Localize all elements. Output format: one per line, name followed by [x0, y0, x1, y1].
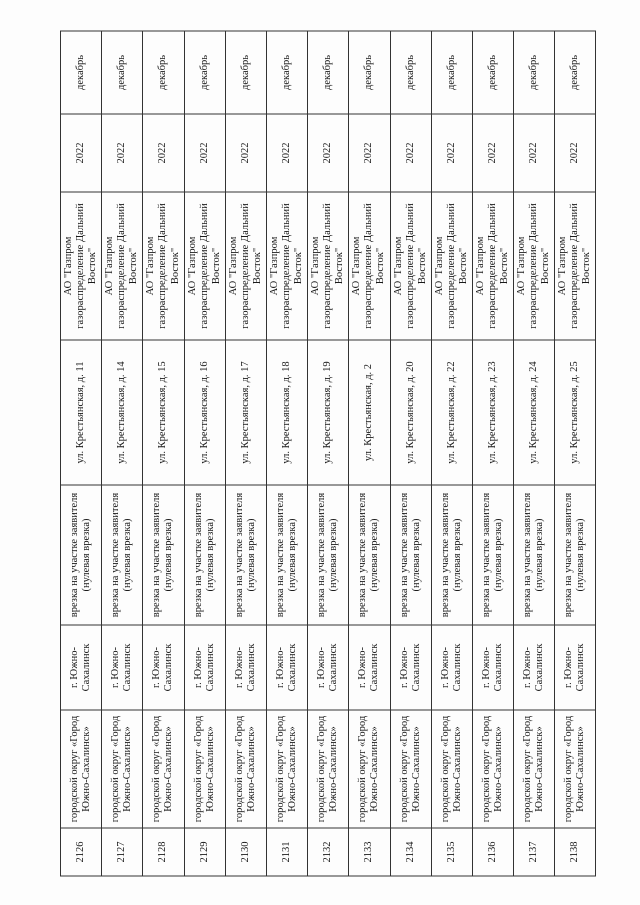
connection-type-cell: врезка на участке заявителя (нулевая врезка) — [390, 485, 431, 625]
month-cell: декабрь — [472, 31, 513, 114]
year-cell: 2022 — [184, 114, 225, 192]
table-body — [61, 31, 596, 876]
year-cell: 2022 — [555, 114, 596, 192]
municipality-cell: городской округ «Город Южно-Сахалинск» — [102, 710, 143, 828]
connection-type-cell: врезка на участке заявителя (нулевая врезка) — [431, 485, 472, 625]
table-row — [266, 31, 307, 876]
row-number: 2133 — [349, 828, 390, 876]
month-cell: декабрь — [61, 31, 102, 114]
municipality-cell: городской округ «Город Южно-Сахалинск» — [555, 710, 596, 828]
municipality-cell: городской округ «Город Южно-Сахалинск» — [225, 710, 266, 828]
year-cell: 2022 — [431, 114, 472, 192]
table-row — [61, 31, 102, 876]
year-cell: 2022 — [102, 114, 143, 192]
address-cell: ул. Крестьянская, д. 11 — [61, 340, 102, 485]
address-cell: ул. Крестьянская, д. 18 — [266, 340, 307, 485]
year-cell: 2022 — [349, 114, 390, 192]
year-cell: 2022 — [308, 114, 349, 192]
connection-type-cell: врезка на участке заявителя (нулевая врезка) — [225, 485, 266, 625]
table-row — [514, 31, 555, 876]
month-cell: декабрь — [266, 31, 307, 114]
month-cell: декабрь — [514, 31, 555, 114]
table-row — [472, 31, 513, 876]
municipality-cell: городской округ «Город Южно-Сахалинск» — [431, 710, 472, 828]
month-cell: декабрь — [555, 31, 596, 114]
row-number: 2129 — [184, 828, 225, 876]
city-cell: г. Южно-Сахалинск — [61, 625, 102, 710]
municipality-cell: городской округ «Город Южно-Сахалинск» — [61, 710, 102, 828]
connection-type-cell: врезка на участке заявителя (нулевая врезка) — [514, 485, 555, 625]
month-cell: декабрь — [349, 31, 390, 114]
municipality-cell: городской округ «Город Южно-Сахалинск» — [143, 710, 184, 828]
connection-type-cell: врезка на участке заявителя (нулевая врезка) — [184, 485, 225, 625]
month-cell: декабрь — [431, 31, 472, 114]
address-cell: ул. Крестьянская, д. 15 — [143, 340, 184, 485]
city-cell: г. Южно-Сахалинск — [390, 625, 431, 710]
address-cell: ул. Крестьянская, д. 23 — [472, 340, 513, 485]
table-row — [390, 31, 431, 876]
year-cell: 2022 — [472, 114, 513, 192]
row-number: 2134 — [390, 828, 431, 876]
city-cell: г. Южно-Сахалинск — [514, 625, 555, 710]
municipality-cell: городской округ «Город Южно-Сахалинск» — [472, 710, 513, 828]
connection-type-cell: врезка на участке заявителя (нулевая врезка) — [308, 485, 349, 625]
municipality-cell: городской округ «Город Южно-Сахалинск» — [266, 710, 307, 828]
table-row — [102, 31, 143, 876]
table-row — [143, 31, 184, 876]
city-cell: г. Южно-Сахалинск — [102, 625, 143, 710]
row-number: 2128 — [143, 828, 184, 876]
address-cell: ул. Крестьянская, д. 25 — [555, 340, 596, 485]
year-cell: 2022 — [266, 114, 307, 192]
table-row — [308, 31, 349, 876]
row-number: 2126 — [61, 828, 102, 876]
city-cell: г. Южно-Сахалинск — [225, 625, 266, 710]
connection-type-cell: врезка на участке заявителя (нулевая врезка) — [472, 485, 513, 625]
city-cell: г. Южно-Сахалинск — [308, 625, 349, 710]
row-number: 2127 — [102, 828, 143, 876]
month-cell: декабрь — [184, 31, 225, 114]
gasification-table — [60, 31, 596, 877]
year-cell: 2022 — [61, 114, 102, 192]
row-number: 2130 — [225, 828, 266, 876]
row-number: 2136 — [472, 828, 513, 876]
connection-type-cell: врезка на участке заявителя (нулевая врезка) — [266, 485, 307, 625]
organization-cell: АО "Газпром газораспределение Дальний Восток" — [143, 192, 184, 340]
organization-cell: АО "Газпром газораспределение Дальний Восток" — [514, 192, 555, 340]
organization-cell: АО "Газпром газораспределение Дальний Восток" — [472, 192, 513, 340]
municipality-cell: городской округ «Город Южно-Сахалинск» — [390, 710, 431, 828]
address-cell: ул. Крестьянская, д. 17 — [225, 340, 266, 485]
month-cell: декабрь — [102, 31, 143, 114]
municipality-cell: городской округ «Город Южно-Сахалинск» — [349, 710, 390, 828]
table-row — [431, 31, 472, 876]
row-number: 2132 — [308, 828, 349, 876]
row-number: 2137 — [514, 828, 555, 876]
city-cell: г. Южно-Сахалинск — [349, 625, 390, 710]
organization-cell: АО "Газпром газораспределение Дальний Восток" — [102, 192, 143, 340]
table-row — [555, 31, 596, 876]
address-cell: ул. Крестьянская, д. 19 — [308, 340, 349, 485]
month-cell: декабрь — [308, 31, 349, 114]
connection-type-cell: врезка на участке заявителя (нулевая врезка) — [61, 485, 102, 625]
connection-type-cell: врезка на участке заявителя (нулевая врезка) — [555, 485, 596, 625]
month-cell: декабрь — [143, 31, 184, 114]
month-cell: декабрь — [390, 31, 431, 114]
connection-type-cell: врезка на участке заявителя (нулевая врезка) — [349, 485, 390, 625]
rotated-table-wrapper — [60, 32, 593, 877]
city-cell: г. Южно-Сахалинск — [472, 625, 513, 710]
address-cell: ул. Крестьянская, д. 20 — [390, 340, 431, 485]
city-cell: г. Южно-Сахалинск — [143, 625, 184, 710]
address-cell: ул. Крестьянская, д. 2 — [349, 340, 390, 485]
month-cell: декабрь — [225, 31, 266, 114]
connection-type-cell: врезка на участке заявителя (нулевая врезка) — [143, 485, 184, 625]
organization-cell: АО "Газпром газораспределение Дальний Восток" — [266, 192, 307, 340]
address-cell: ул. Крестьянская, д. 16 — [184, 340, 225, 485]
organization-cell: АО "Газпром газораспределение Дальний Восток" — [61, 192, 102, 340]
organization-cell: АО "Газпром газораспределение Дальний Восток" — [184, 192, 225, 340]
row-number: 2131 — [266, 828, 307, 876]
year-cell: 2022 — [514, 114, 555, 192]
organization-cell: АО "Газпром газораспределение Дальний Восток" — [555, 192, 596, 340]
city-cell: г. Южно-Сахалинск — [266, 625, 307, 710]
row-number: 2135 — [431, 828, 472, 876]
table-row — [225, 31, 266, 876]
table-row — [184, 31, 225, 876]
address-cell: ул. Крестьянская, д. 14 — [102, 340, 143, 485]
organization-cell: АО "Газпром газораспределение Дальний Восток" — [349, 192, 390, 340]
municipality-cell: городской округ «Город Южно-Сахалинск» — [514, 710, 555, 828]
organization-cell: АО "Газпром газораспределение Дальний Восток" — [225, 192, 266, 340]
year-cell: 2022 — [225, 114, 266, 192]
row-number: 2138 — [555, 828, 596, 876]
city-cell: г. Южно-Сахалинск — [555, 625, 596, 710]
year-cell: 2022 — [390, 114, 431, 192]
city-cell: г. Южно-Сахалинск — [184, 625, 225, 710]
city-cell: г. Южно-Сахалинск — [431, 625, 472, 710]
address-cell: ул. Крестьянская, д. 22 — [431, 340, 472, 485]
table-row — [349, 31, 390, 876]
address-cell: ул. Крестьянская, д. 24 — [514, 340, 555, 485]
municipality-cell: городской округ «Город Южно-Сахалинск» — [184, 710, 225, 828]
year-cell: 2022 — [143, 114, 184, 192]
connection-type-cell: врезка на участке заявителя (нулевая врезка) — [102, 485, 143, 625]
organization-cell: АО "Газпром газораспределение Дальний Восток" — [308, 192, 349, 340]
organization-cell: АО "Газпром газораспределение Дальний Восток" — [431, 192, 472, 340]
municipality-cell: городской округ «Город Южно-Сахалинск» — [308, 710, 349, 828]
organization-cell: АО "Газпром газораспределение Дальний Восток" — [390, 192, 431, 340]
